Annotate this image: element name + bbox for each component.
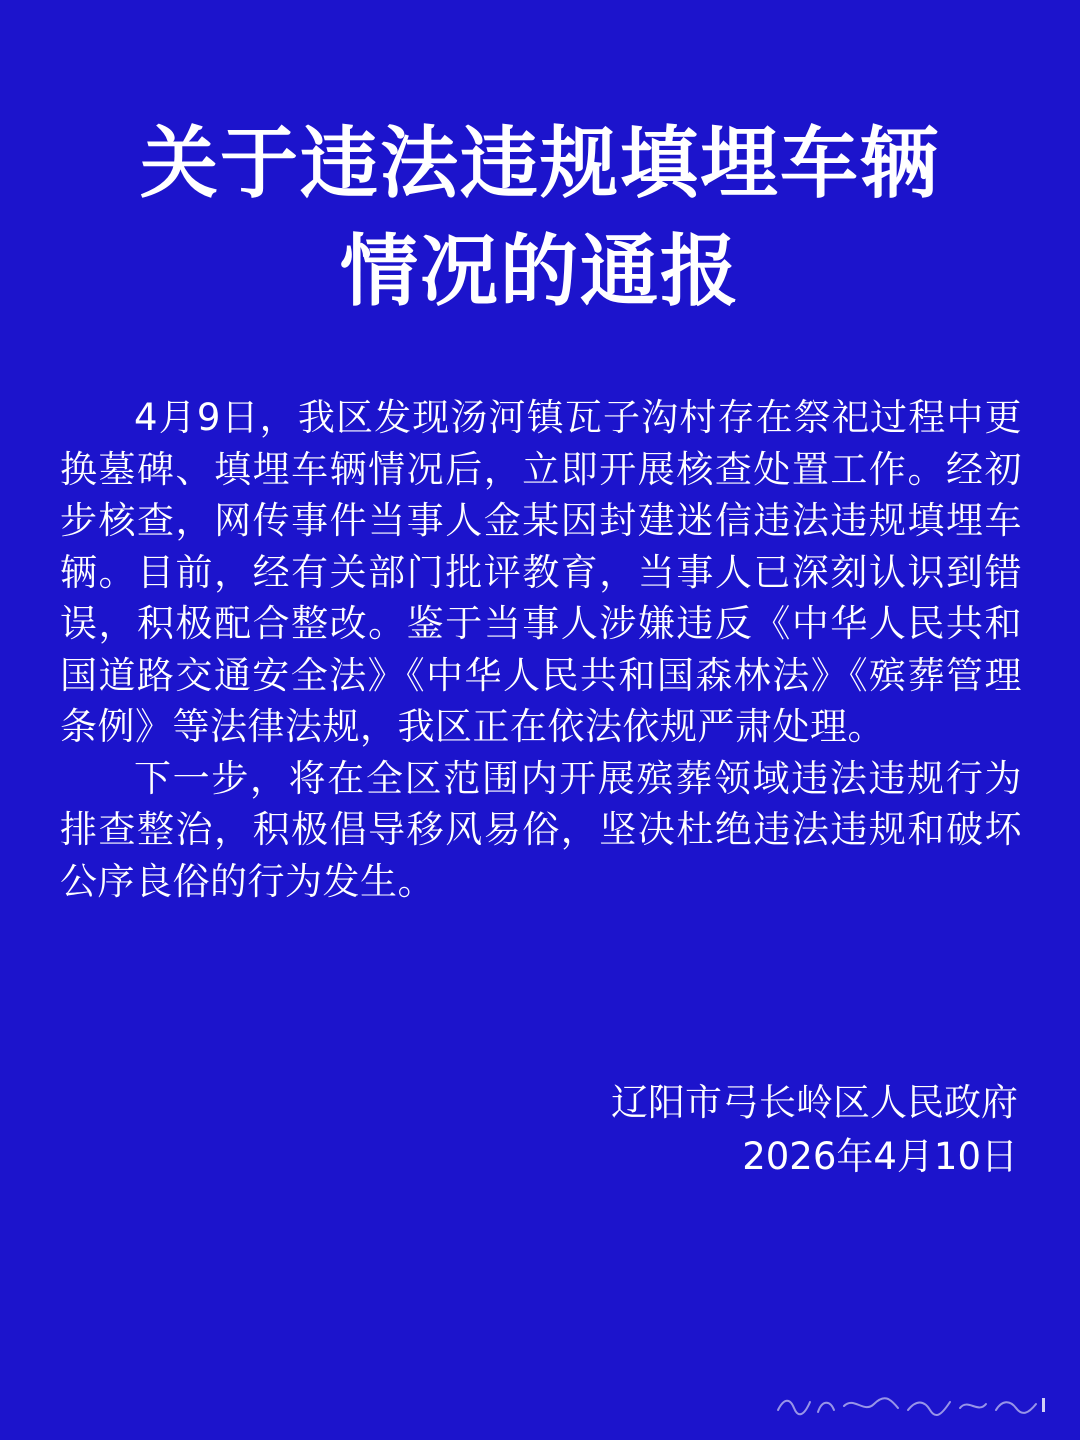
- signature-block: [611, 1076, 1018, 1184]
- notice-title: [0, 110, 1080, 326]
- notice-body: [60, 392, 1022, 907]
- issuer-name: 辽阳市弓长岭区人民政府: [611, 1081, 1018, 1124]
- paragraph-1: 4月9日，我区发现汤河镇瓦子沟村存在祭祀过程中更换墓碑、填埋车辆情况后，立即开展核查处置工作。经初步核查，网传事件当事人金某因封建迷信违法违规填埋车辆。目前，经有关部门批评教育，当事人已深刻认识到错误，积极配合整改。鉴于当事人涉嫌违反《中华人民共和国道路交通安全法》《中华人民共和国森林法》《殡葬管理条例》等法律法规，我区正在依法依规严肃处理。: [60, 396, 1022, 748]
- title-line-1: 关于违法违规填埋车辆: [139, 119, 940, 209]
- title-line-2: 情况的通报: [339, 227, 740, 317]
- watermark-logo: [774, 1392, 1054, 1418]
- paragraph-2: 下一步，将在全区范围内开展殡葬领域违法违规行为排查整治，积极倡导移风易俗，坚决杜绝违法违规和破坏公序良俗的行为发生。: [60, 756, 1022, 903]
- issue-date: 2026年4月10日: [742, 1135, 1018, 1178]
